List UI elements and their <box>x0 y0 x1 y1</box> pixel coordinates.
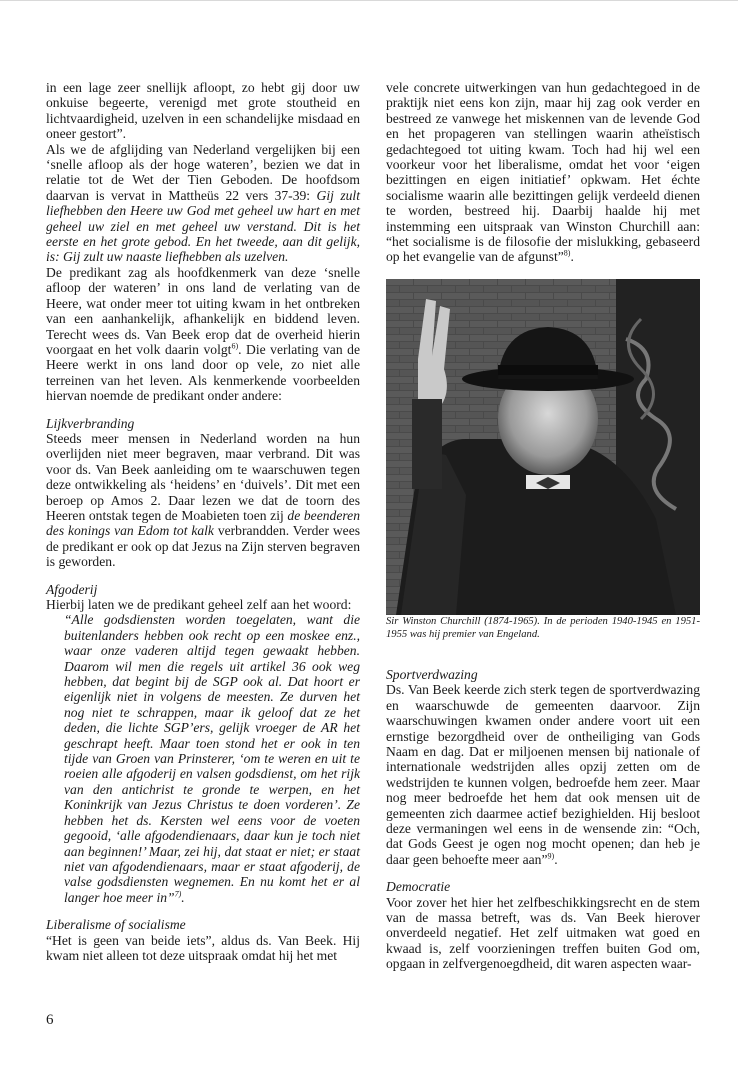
photo-caption: Sir Winston Churchill (1874-1965). In de perioden 1940-1945 en 1951-1955 was hij premier van Engeland. <box>386 615 700 640</box>
paragraph: Hierbij laten we de predikant geheel zelf aan het woord: <box>46 597 352 612</box>
photo-illustration <box>386 279 700 615</box>
paragraph: in een lage zeer snellijk afloopt, zo hebt gij door uw onkuise begeerte, verenigd met grote stoutheid en lichtvaardigheid, uzelven in een schandelijke misdaad en oneer gestort”. <box>46 80 360 142</box>
section-heading: Lijkverbranding <box>46 415 135 431</box>
page-number: 6 <box>46 1012 54 1028</box>
block-quote: “Alle godsdiensten worden toegelaten, want die buitenlanders hebben ook recht op een moskee enz., waar onze vaderen altijd tegen gewaakt hebben. Daarom wil men die regels uit artikel 36 ook weg hebben, dat begint bij de SGP ook al. Dat hoort er eigenlijk niet in volgens de meesten. Ze durven het nog niet te schrappen, maar ik geloof dat ze het deden, die lichte SGP’ers, gelijk vroeger de AR het geschrapt heeft. Maar toen stond het er ook in ten tijde van Groen van Prinsterer, ‘om te weren en uit te roeien alle afgoderij en valsen godsdienst, om het rijk van den antichrist te gronde te werpen, en het Koninkrijk van Jezus Christus te doen vorderen’. Ze hebben het ds. Kersten wel eens voor de voeten gegooid, ‘alle afgodendienaars, daar kun je toch niet aan beginnen!’ Maar, zei hij, dat staat er niet; er staat niet van afgodendienaars, maar er staat afgoderij, de valse godsdiensten wegnemen. En nu komt het er al langer hoe meer in”$^{7)}$. <box>64 612 360 905</box>
paragraph: “Het is geen van beide iets”, aldus ds. Van Beek. Hij kwam niet alleen tot deze uitspraak omdat hij het met <box>46 932 360 963</box>
section-heading: Sportverdwazing <box>386 666 478 682</box>
paragraph: De predikant zag als hoofdkenmerk van deze ‘snelle afloop der wateren’ in ons land de verlating van de Heere, wat onder meer tot uiting kwam in het ontbreken van een aanhankelijk, afhankelijk en biddend leven. Terecht wees ds. Van Beek erop dat de overheid hierin voorgaat en het volk daarin volgt$^{6)}$. Die verlating van de Heere werkt in ons land door op vele, zo niet alle terreinen van het leven. Als kenmerkende voorbeelden hiervan noemde de predikant onder andere: <box>46 264 360 404</box>
left-column <box>46 80 360 963</box>
right-column <box>386 80 700 972</box>
top-rule <box>0 0 738 1</box>
footnote-ref: 6) <box>231 341 239 351</box>
section-heading: Afgoderij <box>46 581 98 597</box>
paragraph: vele concrete uitwerkingen van hun gedachtegoed in de praktijk niet eens kon zijn, maar hij zag ook verder en bestreed ze vanwege het miskennen van de levende God en het propageren van stellingen waarin atheïstisch gedachtegoed tot uiting kwam. Toch had hij wel een voorkeur voor het liberalisme, omdat het voor ‘eigen bezittingen en eigen initiatief’ opkwam. Het échte socialisme waarin alle bezittingen gelijk verdeeld dienen te worden, bestreed hij. Daarbij haalde hij met instemming een uitspraak van Winston Churchill aan: “het socialisme is de filosofie der mislukking, gebaseerd op het evangelie van de afgunst”$^{8)}$. <box>386 80 700 265</box>
footnote-ref: 9) <box>547 851 555 861</box>
section-heading: Liberalisme of socialisme <box>46 917 186 933</box>
paragraph: Als we de afglijding van Nederland vergelijken bij een ‘snelle afloop als der hoge wateren’, bezien we dat in relatie tot de Wet der Tien Geboden. De hoofdsom daarvan is vervat in Mattheüs 22 vers 37-39: Gij zult liefhebben den Heere uw God met geheel uw hart en met geheel uw ziel en met geheel uw verstand. Dit is het eerste en het grote gebod. En het tweede, aan dit gelijk, is: Gij zult uw naaste liefhebben als uzelven. <box>46 141 360 265</box>
footnote-ref: 7) <box>174 889 182 899</box>
churchill-photo <box>386 279 700 615</box>
section-heading: Democratie <box>386 879 451 895</box>
paragraph: Voor zover het hier het zelfbeschikkingsrecht en de stem van de massa betreft, was ds. Van Beek hierover onverdeeld negatief. Het zelf uitmaken wat goed en kwaad is, zelf voorzieningen treffen buiten God om, opgaan in zelfvergenoegdheid, dit waren aspecten waar- <box>386 894 700 972</box>
paragraph: Steeds meer mensen in Nederland worden na hun overlijden niet meer begraven, maar verbrand. Dit was voor ds. Van Beek aanleiding om te waarschuwen tegen deze ontwikkeling als ‘heidens’ en ‘duivels’. Dit met een beroep op Amos 2. Daar lezen we dat de toorn des Heeren ontstak tegen de Moabieten toen zij de beenderen des konings van Edom tot kalk verbrandden. Verder wees de predikant er ook op dat Jezus na Zijn sterven begraven is geworden. <box>46 430 361 570</box>
footnote-ref: 8) <box>563 248 571 258</box>
paragraph: Ds. Van Beek keerde zich sterk tegen de sportverdwazing en waarschuwde de gemeenten daarvoor. Zijn waarschuwingen kwamen onder andere voort uit een ernstige bezorgdheid over de ontheiliging van Gods Naam en dag. Dat er miljoenen mensen bij nationale of internationale wedstrijden alles opzij zetten om de wedstrijden te kunnen volgen, bedroefde hem zeer. Maar nog meer bedroefde het hem dat ook mensen uit de gemeenten zich daarmee actief bezighielden. Hij besloot deze vermaningen wel eens in de wensende zin: “Och, dat Gods Geest je ogen nog mocht openen; dan heb je daar geen behoefte meer aan”$^{9)}$. <box>386 682 700 867</box>
scripture-quote: Gij zult liefhebben den Heere uw God met geheel uw hart en met geheel uw ziel en met geheel uw verstand. Dit is het eerste en het grote gebod. En het tweede, aan dit gelijk, is: Gij zult uw naaste liefhebben als uzelven. <box>46 187 360 265</box>
